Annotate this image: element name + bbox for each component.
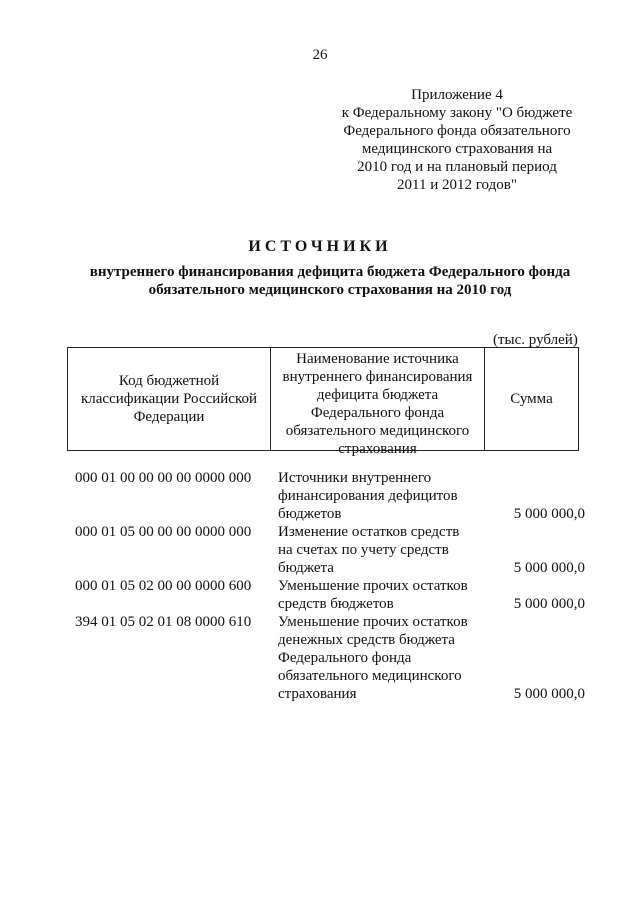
appendix-line: Федерального фонда обязательного [343,123,571,139]
row-name: Изменение остатков средств на счетах по учету средств бюджета [278,524,460,576]
page-number: 26 [312,47,328,63]
subtitle-line: обязательного медицинского страхования на 2010 год [148,282,512,298]
row-name: Уменьшение прочих остатков средств бюджетов [278,578,468,612]
table-row [75,523,585,577]
table-row [75,613,585,703]
document-title: ИСТОЧНИКИ [248,238,392,255]
row-sum: 5 000 000,0 [513,560,585,576]
row-sum: 5 000 000,0 [513,506,585,522]
table-body [75,469,585,703]
row-code: 394 01 05 02 01 08 0000 610 [75,614,252,630]
row-code: 000 01 00 00 00 00 0000 000 [75,470,252,486]
table-row [75,469,585,523]
units-label: (тыс. рублей) [493,332,578,348]
row-name: Источники внутреннего финансирования дефицитов бюджетов [278,470,458,522]
row-sum: 5 000 000,0 [513,686,585,702]
header-code: Код бюджетной классификации Российской Федерации [68,348,271,450]
row-sum: 5 000 000,0 [513,596,585,612]
appendix-line: к Федеральному закону "О бюджете [341,105,573,121]
appendix-line: 2011 и 2012 годов" [397,177,517,193]
header-name: Наименование источника внутреннего финансирования дефицита бюджета Федерального фонда обязательного медицинского страхования [271,348,485,450]
header-sum: Сумма [510,391,553,407]
appendix-line: Приложение 4 [411,87,503,103]
appendix-line: медицинского страхования на [361,141,553,157]
row-code: 000 01 05 00 00 00 0000 000 [75,524,252,540]
subtitle-line: внутреннего финансирования дефицита бюджета Федерального фонда [89,264,571,280]
appendix-note [327,86,587,194]
table-header [67,347,579,457]
row-name: Уменьшение прочих остатков денежных средств бюджета Федерального фонда обязательного медицинского страхования [278,614,468,702]
table-row [75,577,585,613]
document-subtitle [40,263,620,299]
row-code: 000 01 05 02 00 00 0000 600 [75,578,252,594]
appendix-line: 2010 год и на плановый период [357,159,557,175]
